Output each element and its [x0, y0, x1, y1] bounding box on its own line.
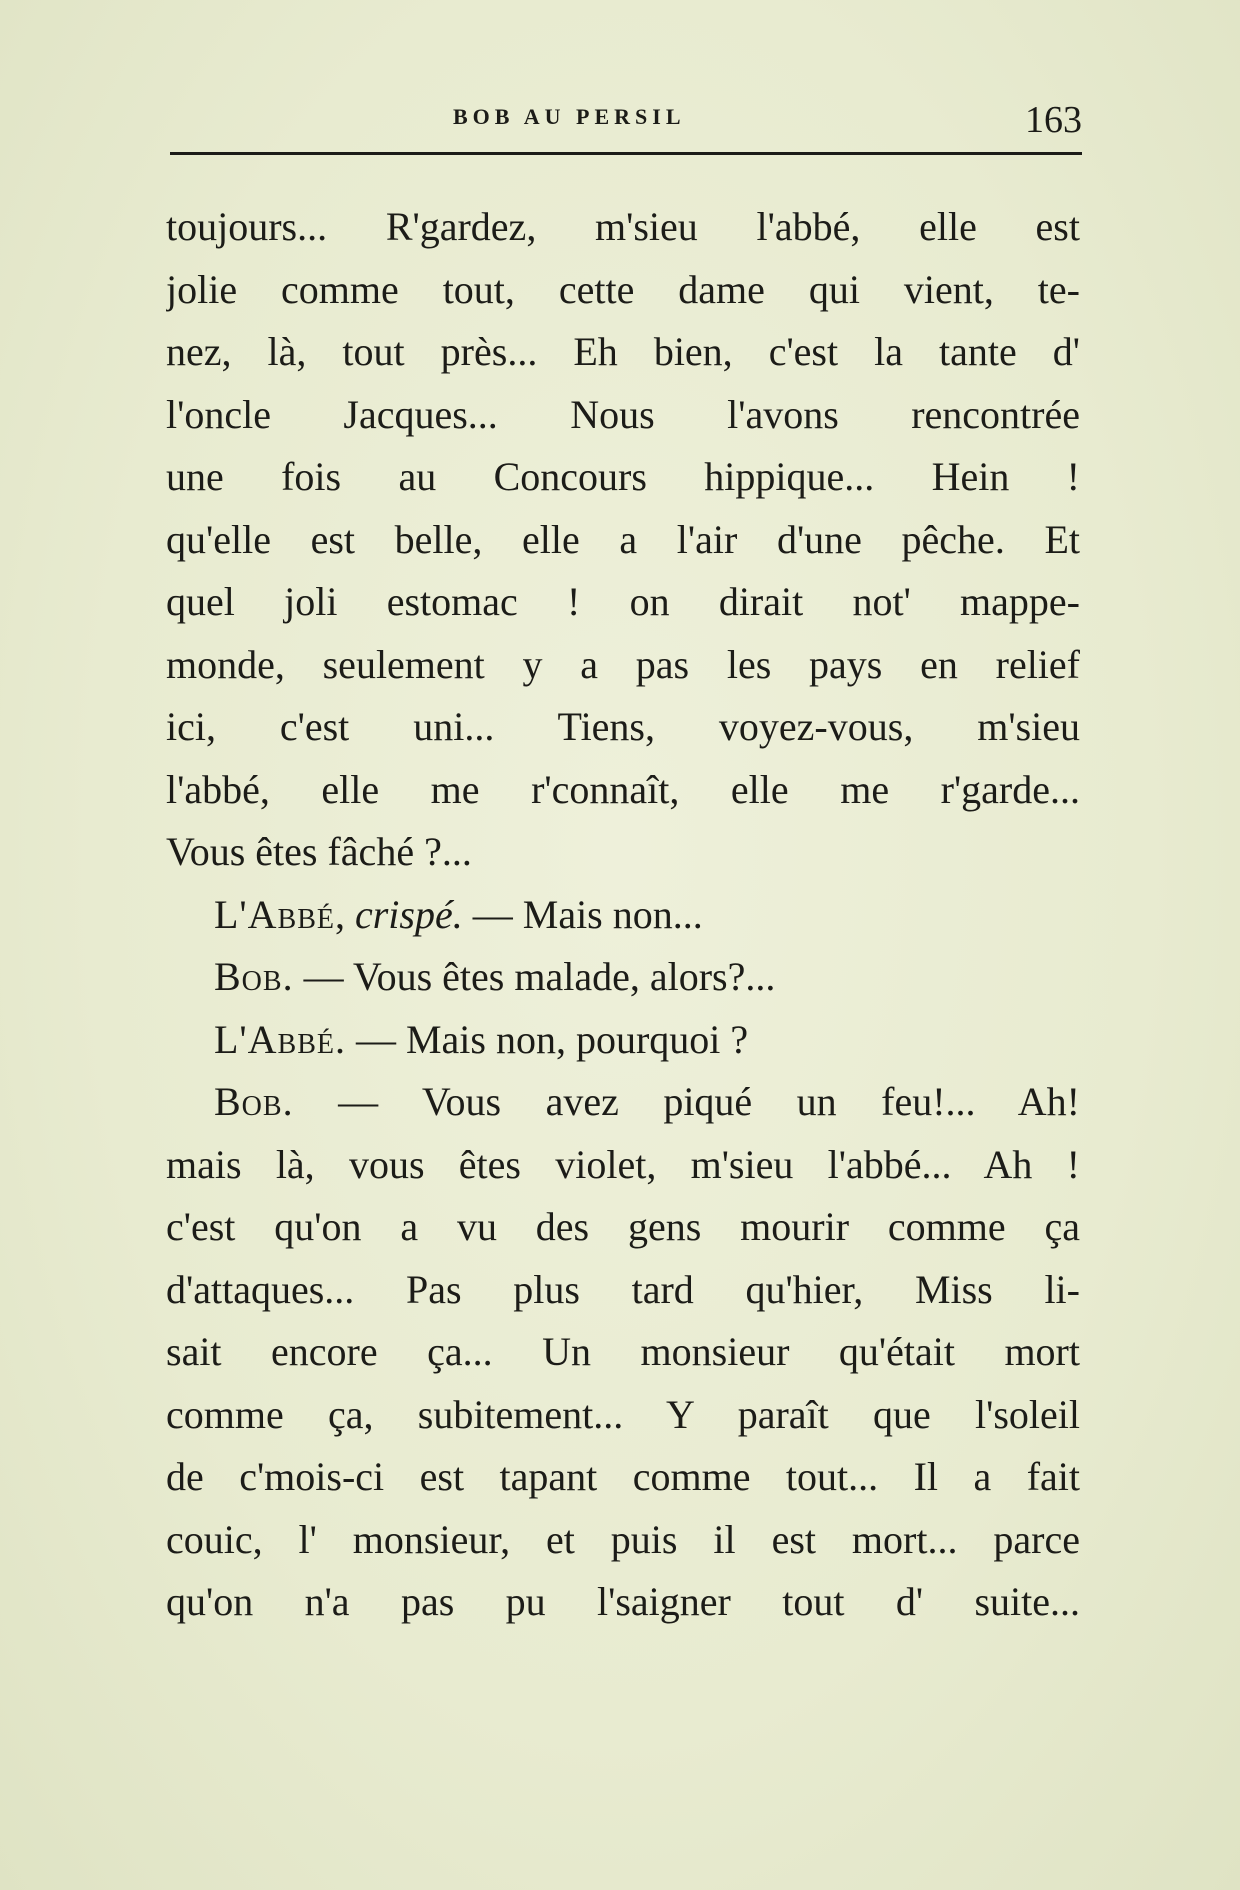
- text-line: l'abbé, elle me r'connaît, elle me r'garde...: [166, 766, 1080, 812]
- text-line: jolie comme tout, cette dame qui vient, te-: [166, 266, 1080, 312]
- dialogue-line: [166, 1071, 1080, 1134]
- text-line: Vous êtes fâché ?...: [166, 829, 472, 874]
- text-line: comme ça, subitement... Y paraît que l'soleil: [166, 1391, 1080, 1437]
- text-line: ici, c'est uni... Tiens, voyez-vous, m'sieu: [166, 704, 1080, 749]
- running-head: [170, 100, 1082, 140]
- speaker-name: Bob.: [214, 954, 294, 999]
- text-line: quel joli estomac ! on dirait not' mappe-: [166, 579, 1080, 624]
- dialogue-text: — Mais non, pourquoi ?: [355, 1016, 749, 1062]
- speaker-name: Bob.: [214, 1079, 294, 1124]
- text-line: nez, là, tout près... Eh bien, c'est la tante d': [166, 329, 1080, 374]
- text-line: monde, seulement y a pas les pays en relief: [166, 641, 1080, 687]
- text-line: de c'mois-ci est tapant comme tout... Il a fait: [166, 1454, 1080, 1499]
- dialogue-text: — Vous êtes malade, alors?...: [303, 954, 776, 999]
- header-rule: [170, 152, 1082, 155]
- speaker-name: L'Abbé: [214, 891, 335, 937]
- text-line: une fois au Concours hippique... Hein !: [166, 454, 1080, 499]
- page-number: 163: [1025, 99, 1082, 141]
- stage-direction: crispé.: [354, 891, 463, 937]
- text-line: l'oncle Jacques... Nous l'avons rencontrée: [166, 391, 1080, 437]
- text-line: toujours... R'gardez, m'sieu l'abbé, elle est: [166, 204, 1080, 249]
- body-text: [166, 196, 1080, 1634]
- dialogue-line: [166, 946, 1080, 1009]
- text-line: sait encore ça... Un monsieur qu'était mort: [166, 1329, 1080, 1374]
- dialogue-line: [166, 1009, 1080, 1072]
- dialogue-line: L'Abbé, crispé. — Mais non...: [214, 891, 703, 937]
- text-line: couic, l' monsieur, et puis il est mort... parce: [166, 1516, 1080, 1562]
- text-line: qu'on n'a pas pu l'saigner tout d' suite...: [166, 1579, 1080, 1624]
- running-title: BOB AU PERSIL: [453, 104, 686, 129]
- text-line: mais là, vous êtes violet, m'sieu l'abbé... Ah !: [166, 1141, 1080, 1187]
- dialogue-text: — Mais non...: [472, 891, 703, 937]
- text-line: qu'elle est belle, elle a l'air d'une pêche. Et: [166, 516, 1080, 562]
- dialogue-text: — Vous avez piqué un feu!... Ah!: [338, 1079, 1080, 1124]
- text-line: d'attaques... Pas plus tard qu'hier, Miss li-: [166, 1266, 1080, 1312]
- text-line: c'est qu'on a vu des gens mourir comme ça: [166, 1204, 1080, 1249]
- speaker-name: L'Abbé.: [214, 1016, 346, 1062]
